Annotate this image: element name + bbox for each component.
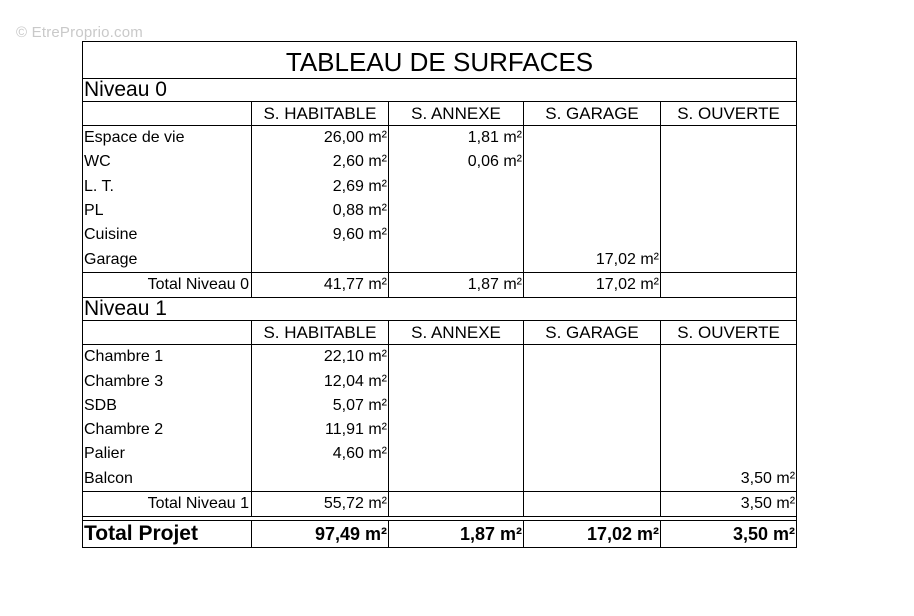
level-total-value — [661, 272, 797, 297]
area-value: 2,60 m² — [252, 150, 389, 174]
level-total-value: 41,77 m² — [252, 272, 389, 297]
area-value: 26,00 m² — [252, 126, 389, 151]
area-value: 11,91 m² — [252, 418, 389, 442]
area-value — [389, 467, 524, 492]
level-total-value: 17,02 m² — [524, 272, 661, 297]
grand-total-value: 17,02 m² — [524, 521, 661, 548]
area-value — [389, 369, 524, 393]
area-value — [661, 369, 797, 393]
area-value — [661, 199, 797, 223]
level-name: Niveau 1 — [83, 298, 797, 321]
area-value — [524, 467, 661, 492]
level-total-row — [83, 272, 797, 297]
column-header-row — [83, 321, 797, 345]
room-label: SDB — [83, 394, 252, 418]
table-row — [83, 369, 797, 393]
surface-table-sheet — [82, 41, 796, 548]
area-value: 1,81 m² — [389, 126, 524, 151]
area-value — [252, 247, 389, 272]
room-label: Cuisine — [83, 223, 252, 247]
header-blank-cell — [83, 102, 252, 126]
room-label: Chambre 1 — [83, 345, 252, 370]
area-value — [524, 223, 661, 247]
level-total-value: 55,72 m² — [252, 491, 389, 516]
column-header: S. GARAGE — [524, 321, 661, 345]
area-value — [389, 394, 524, 418]
area-value: 0,06 m² — [389, 150, 524, 174]
column-header: S. HABITABLE — [252, 321, 389, 345]
area-value — [524, 442, 661, 466]
area-value — [661, 418, 797, 442]
area-value: 2,69 m² — [252, 175, 389, 199]
level-total-value — [524, 491, 661, 516]
area-value — [252, 467, 389, 492]
room-label: Palier — [83, 442, 252, 466]
area-value: 5,07 m² — [252, 394, 389, 418]
area-value — [524, 126, 661, 151]
area-value — [661, 345, 797, 370]
header-blank-cell — [83, 321, 252, 345]
watermark: © EtreProprio.com — [16, 24, 143, 41]
table-row — [83, 442, 797, 466]
area-value — [389, 418, 524, 442]
area-value — [661, 175, 797, 199]
area-value: 12,04 m² — [252, 369, 389, 393]
column-header: S. ANNEXE — [389, 321, 524, 345]
area-value — [524, 175, 661, 199]
area-value — [524, 199, 661, 223]
table-row — [83, 247, 797, 272]
level-heading-row — [83, 298, 797, 321]
room-label: Garage — [83, 247, 252, 272]
table-row — [83, 345, 797, 370]
area-value: 22,10 m² — [252, 345, 389, 370]
level-total-value — [389, 491, 524, 516]
column-header: S. ANNEXE — [389, 102, 524, 126]
room-label: Chambre 2 — [83, 418, 252, 442]
area-value — [661, 150, 797, 174]
surface-table — [82, 41, 797, 548]
grand-total-value: 1,87 m² — [389, 521, 524, 548]
table-title: TABLEAU DE SURFACES — [83, 42, 797, 79]
column-header: S. GARAGE — [524, 102, 661, 126]
area-value: 17,02 m² — [524, 247, 661, 272]
level-total-row — [83, 491, 797, 516]
room-label: Chambre 3 — [83, 369, 252, 393]
grand-total-value: 3,50 m² — [661, 521, 797, 548]
column-header: S. HABITABLE — [252, 102, 389, 126]
level-total-label: Total Niveau 0 — [83, 272, 252, 297]
area-value: 3,50 m² — [661, 467, 797, 492]
area-value: 4,60 m² — [252, 442, 389, 466]
area-value — [389, 247, 524, 272]
area-value — [389, 175, 524, 199]
level-total-label: Total Niveau 1 — [83, 491, 252, 516]
room-label: WC — [83, 150, 252, 174]
area-value — [524, 369, 661, 393]
area-value — [661, 442, 797, 466]
area-value — [661, 394, 797, 418]
grand-total-row — [83, 521, 797, 548]
area-value — [524, 418, 661, 442]
area-value — [389, 199, 524, 223]
area-value — [524, 394, 661, 418]
area-value: 0,88 m² — [252, 199, 389, 223]
room-label: L. T. — [83, 175, 252, 199]
area-value — [389, 223, 524, 247]
area-value — [661, 126, 797, 151]
area-value — [389, 442, 524, 466]
table-row — [83, 467, 797, 492]
level-total-value: 3,50 m² — [661, 491, 797, 516]
room-label: Balcon — [83, 467, 252, 492]
column-header-row — [83, 102, 797, 126]
area-value — [524, 150, 661, 174]
table-row — [83, 394, 797, 418]
level-heading-row — [83, 79, 797, 102]
table-row — [83, 150, 797, 174]
column-header: S. OUVERTE — [661, 321, 797, 345]
table-row — [83, 418, 797, 442]
room-label: PL — [83, 199, 252, 223]
table-row — [83, 223, 797, 247]
area-value — [389, 345, 524, 370]
level-total-value: 1,87 m² — [389, 272, 524, 297]
area-value — [661, 247, 797, 272]
table-row — [83, 126, 797, 151]
grand-total-value: 97,49 m² — [252, 521, 389, 548]
column-header: S. OUVERTE — [661, 102, 797, 126]
area-value: 9,60 m² — [252, 223, 389, 247]
area-value — [661, 223, 797, 247]
room-label: Espace de vie — [83, 126, 252, 151]
level-name: Niveau 0 — [83, 79, 797, 102]
grand-total-label: Total Projet — [83, 521, 252, 548]
area-value — [524, 345, 661, 370]
table-row — [83, 175, 797, 199]
table-row — [83, 199, 797, 223]
